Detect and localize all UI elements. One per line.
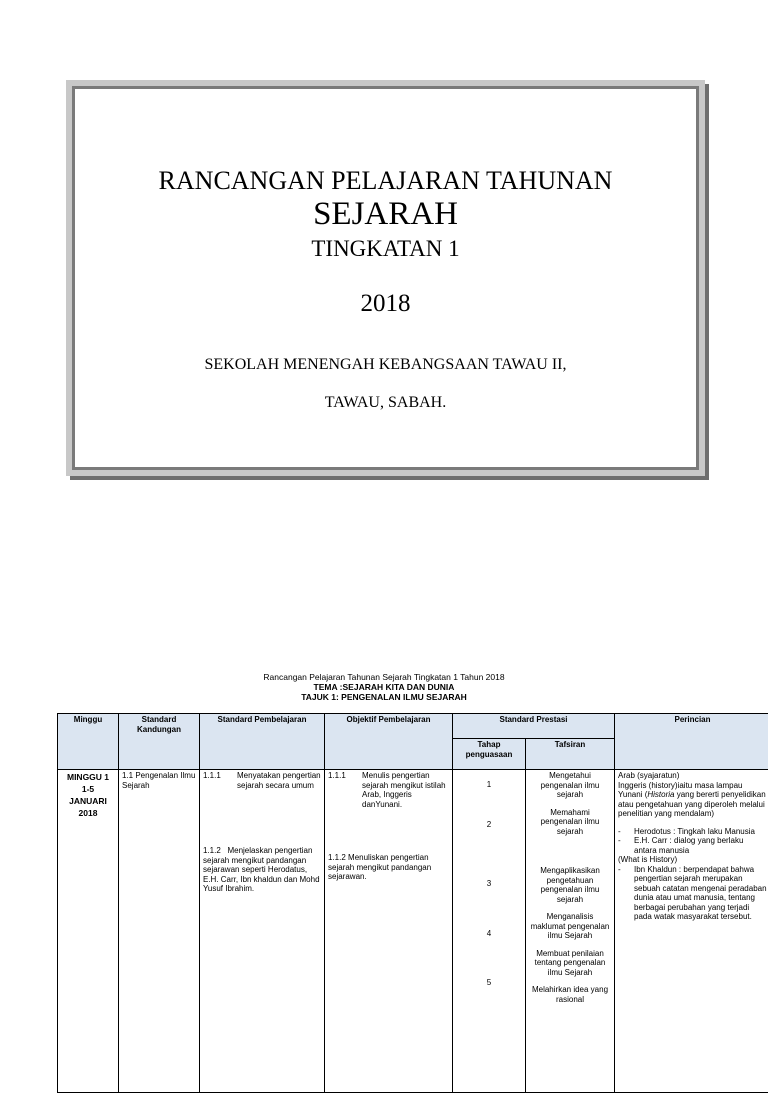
cover-content [72, 86, 699, 470]
detail-arab: Arab (syajaratun) [618, 771, 767, 781]
header-content-standard: Standard Kandungan [119, 714, 200, 770]
interpretation-text: Mengetahui pengenalan ilmu sejarah [529, 771, 611, 800]
item-text: Menuliskan pengertian sejarah mengikut pandangan sejarawan. [328, 853, 431, 881]
cover-place: TAWAU, SABAH. [72, 394, 699, 412]
cover-subject: SEJARAH [72, 196, 699, 233]
item-number: 1.1.1 [203, 771, 237, 790]
dash-marker: - [618, 865, 634, 922]
details-cell [615, 770, 768, 1093]
item-text: Menjelaskan pengertian sejarah mengikut pandangan sejarawan seperti Herodatus, E.H. Carr, Ibn khaldun dan Mohd Yusuf Ibrahim. [203, 846, 320, 893]
plan-topic: TAJUK 1: PENGENALAN ILMU SEJARAH [0, 692, 768, 702]
detail-yunani [618, 790, 767, 819]
detail-emphasis: Historia [647, 790, 674, 799]
learning-standard-item [203, 771, 321, 790]
interpretation-text: Menganalisis maklumat pengenalan ilmu Sejarah [529, 912, 611, 941]
content-standard-text: 1.1 Pengenalan Ilmu Sejarah [122, 771, 195, 790]
detail-what-is-history: (What is History) [618, 855, 767, 865]
level-value: 3 [456, 879, 522, 889]
detail-text: Yunani ( [618, 790, 647, 799]
interpretation-text: Mengaplikasikan pengetahuan pengenalan ilmu sejarah [529, 866, 611, 904]
detail-khaldun: Ibn Khaldun : berpendapat bahwa pengertian sejarah merupakan sebuah catatan mengenai peradaban dunia atau umat manusia, tentang berbagai perubahan yang terjadi pada watak masyarakat tersebut. [634, 865, 767, 922]
header-interpretation: Tafsiran [526, 739, 615, 770]
lesson-plan-table [57, 713, 768, 1093]
level-value: 1 [456, 780, 522, 790]
detail-text: yang bererti penyelidikan atau pengetahuan yang diperoleh melalui penelitian yang mendalam) [618, 790, 766, 818]
objective-item [328, 771, 449, 809]
week-line: 2018 [61, 807, 115, 819]
detail-item [618, 865, 767, 922]
week-line: JANUARI [61, 795, 115, 807]
detail-item [618, 836, 767, 855]
interpretation-cell [526, 770, 615, 1093]
item-number: 1.1.1 [328, 771, 362, 809]
detail-item [618, 827, 767, 837]
interpretation-text: Membuat penilaian tentang pengenalan ilmu Sejarah [529, 949, 611, 978]
item-number: 1.1.2 [328, 853, 346, 862]
item-number: 1.1.2 [203, 846, 221, 855]
objective-item [328, 853, 449, 882]
header-objective: Objektif Pembelajaran [325, 714, 453, 770]
item-text: Menulis pengertian sejarah mengikut istilah Arab, Inggeris danYunani. [362, 771, 449, 809]
interpretation-text: Melahirkan idea yang rasional [529, 985, 611, 1004]
level-value: 4 [456, 929, 522, 939]
detail-carr: E.H. Carr : dialog yang berlaku antara manusia [634, 836, 767, 855]
table-row [58, 770, 768, 1093]
detail-herodotus: Herodotus : Tingkah laku Manusia [634, 827, 755, 837]
learning-standard-cell [200, 770, 325, 1093]
mastery-level-cell [453, 770, 526, 1093]
cover-level: TINGKATAN 1 [72, 236, 699, 262]
plan-theme: TEMA :SEJARAH KITA DAN DUNIA [0, 682, 768, 692]
learning-standard-item [203, 846, 321, 894]
cover-title: RANCANGAN PELAJARAN TAHUNAN [72, 166, 699, 196]
detail-inggeris: Inggeris (history)iaitu masa lampau [618, 781, 767, 791]
interpretation-text: Memahami pengenalan ilmu sejarah [529, 808, 611, 837]
plan-heading: Rancangan Pelajaran Tahunan Sejarah Tingkatan 1 Tahun 2018 [0, 672, 768, 682]
cover-frame [66, 80, 705, 476]
week-line: MINGGU 1 [61, 771, 115, 783]
week-line: 1-5 [61, 783, 115, 795]
header-details: Perincian [615, 714, 768, 770]
header-mastery-level: Tahap penguasaan [453, 739, 526, 770]
dash-marker: - [618, 827, 634, 837]
level-value: 2 [456, 820, 522, 830]
level-value: 5 [456, 978, 522, 988]
cover-school: SEKOLAH MENENGAH KEBANGSAAN TAWAU II, [72, 356, 699, 374]
dash-marker: - [618, 836, 634, 855]
objective-cell [325, 770, 453, 1093]
cover-year: 2018 [72, 290, 699, 318]
item-text: Menyatakan pengertian sejarah secara umum [237, 771, 321, 790]
header-week: Minggu [58, 714, 119, 770]
week-cell [58, 770, 119, 1093]
content-standard-cell [119, 770, 200, 1093]
header-performance-standard: Standard Prestasi [453, 714, 615, 739]
header-learning-standard: Standard Pembelajaran [200, 714, 325, 770]
table-header-row [58, 714, 768, 739]
